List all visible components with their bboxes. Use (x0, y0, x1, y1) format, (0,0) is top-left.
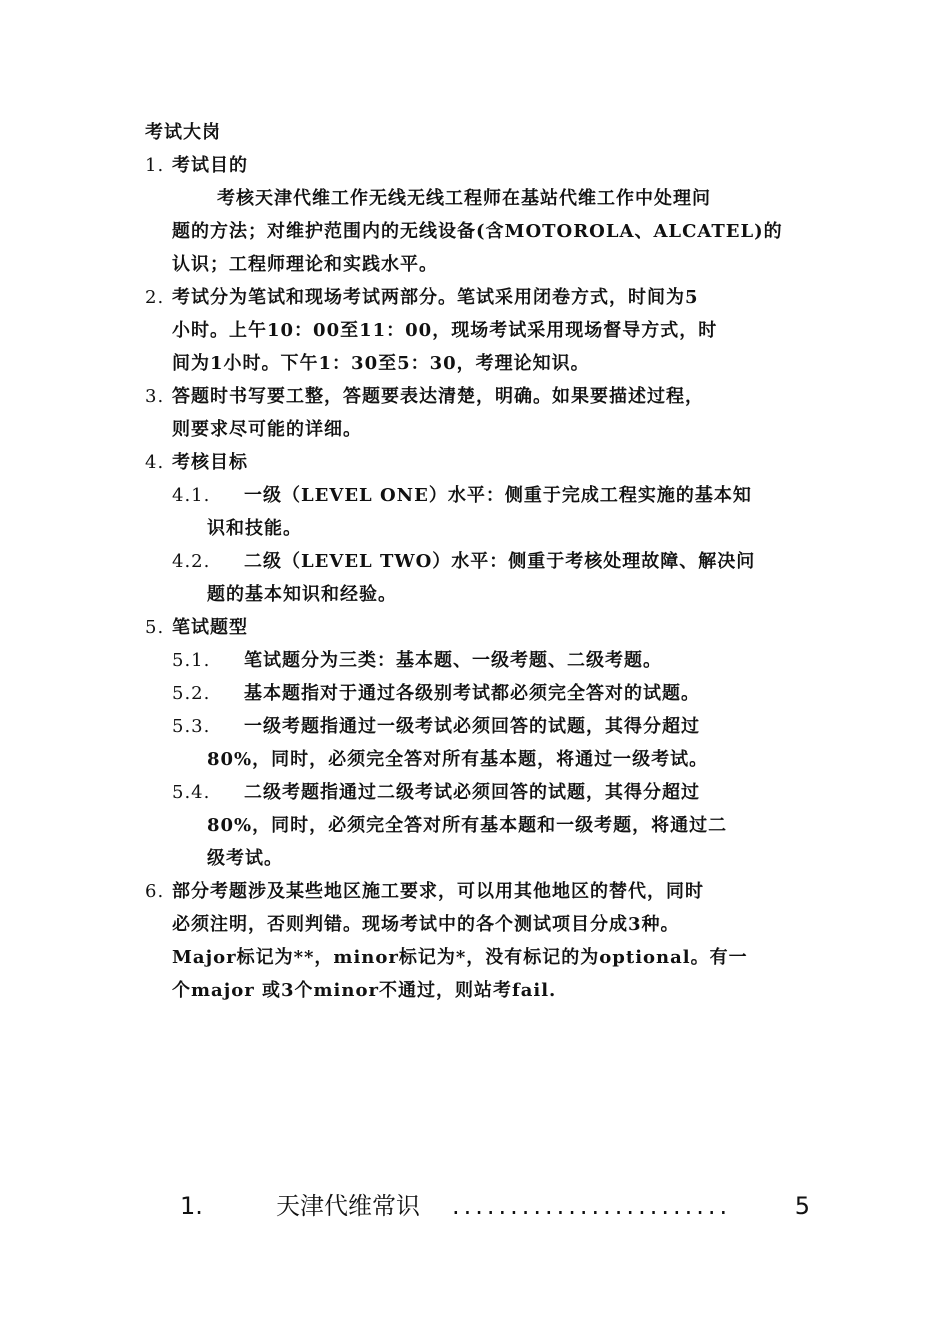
item-5-4-number: 5.4. (172, 782, 211, 803)
section-6-line-2: 必须注明，否则判错。现场考试中的各个测试项目分成3种。 (172, 914, 680, 935)
section-3-line-1: 答题时书写要工整，答题要表达清楚，明确。如果要描述过程， (172, 386, 704, 407)
section-6-line-3: Major标记为**，minor标记为*，没有标记的为optional。有一 (172, 947, 748, 968)
doc-heading: 考试大岗 (145, 122, 221, 143)
section-2-number: 2. (145, 287, 165, 308)
section-6-line-4: 个major 或3个minor不通过，则站考fail. (172, 980, 557, 1001)
toc-entry-number: 1. (180, 1192, 203, 1220)
item-5-3-line-2: 80%，同时，必须完全答对所有基本题，将通过一级考试。 (207, 749, 709, 770)
toc-dot-leader: ........................ (452, 1192, 732, 1220)
section-6-number: 6. (145, 881, 165, 902)
section-3-line-2: 则要求尽可能的详细。 (172, 419, 362, 440)
section-5-title: 笔试题型 (172, 617, 248, 638)
toc-entry-page-number: 5 (794, 1192, 810, 1220)
section-1-line-2: 题的方法；对维护范围内的无线设备(含MOTOROLA、ALCATEL)的 (172, 221, 783, 242)
toc-entry-title: 天津代维常识 (276, 1192, 420, 1220)
item-4-2-line-1: 二级（LEVEL TWO）水平：侧重于考核处理故障、解决问 (244, 551, 756, 572)
section-1-line-1: 考核天津代维工作无线无线工程师在基站代维工作中处理问 (217, 188, 711, 209)
toc-entry[interactable] (180, 1188, 810, 1224)
section-4-title: 考核目标 (172, 452, 248, 473)
item-4-1-number: 4.1. (172, 485, 211, 506)
item-5-2-line-1: 基本题指对于通过各级别考试都必须完全答对的试题。 (244, 683, 700, 704)
section-1-title: 考试目的 (172, 155, 248, 176)
section-1-number: 1. (145, 155, 165, 176)
item-5-1-number: 5.1. (172, 650, 211, 671)
section-5-number: 5. (145, 617, 165, 638)
item-5-4-line-3: 级考试。 (207, 848, 283, 869)
item-4-1-line-2: 识和技能。 (207, 518, 302, 539)
item-5-3-number: 5.3. (172, 716, 211, 737)
section-2-line-3: 间为1小时。下午1：30至5：30，考理论知识。 (172, 353, 590, 374)
section-1-line-3: 认识；工程师理论和实践水平。 (172, 254, 438, 275)
item-5-3-line-1: 一级考题指通过一级考试必须回答的试题，其得分超过 (244, 716, 700, 737)
item-5-2-number: 5.2. (172, 683, 211, 704)
section-2-line-2: 小时。上午10：00至11：00，现场考试采用现场督导方式，时 (172, 320, 718, 341)
section-3-number: 3. (145, 386, 165, 407)
item-4-1-line-1: 一级（LEVEL ONE）水平：侧重于完成工程实施的基本知 (244, 485, 752, 506)
item-5-4-line-1: 二级考题指通过二级考试必须回答的试题，其得分超过 (244, 782, 700, 803)
section-6-line-1: 部分考题涉及某些地区施工要求，可以用其他地区的替代，同时 (172, 881, 704, 902)
section-4-number: 4. (145, 452, 165, 473)
item-5-4-line-2: 80%，同时，必须完全答对所有基本题和一级考题，将通过二 (207, 815, 728, 836)
item-4-2-line-2: 题的基本知识和经验。 (207, 584, 397, 605)
item-4-2-number: 4.2. (172, 551, 211, 572)
section-2-line-1: 考试分为笔试和现场考试两部分。笔试采用闭卷方式，时间为5 (172, 287, 699, 308)
item-5-1-line-1: 笔试题分为三类：基本题、一级考题、二级考题。 (244, 650, 662, 671)
